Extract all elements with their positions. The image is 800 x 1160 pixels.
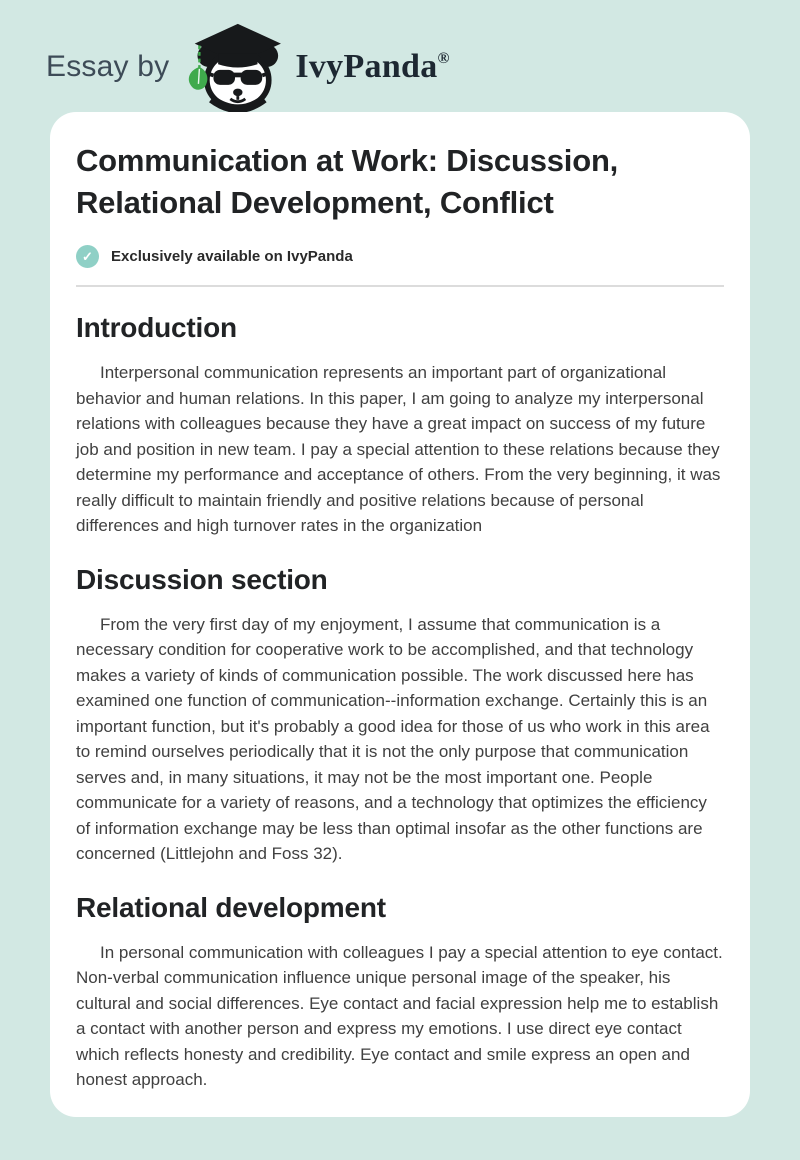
section-paragraph: In personal communication with colleagues I pay a special attention to eye contact. Non-verbal communication influence unique personal image of the speaker, his cultural and social differences. Eye contact and facial expression help me to establish a contact with another person and express my emotions. I use direct eye contact which reflects honesty and credibility. Eye contact and smile express an open and honest approach.: [76, 942, 723, 1089]
essay-card: [50, 112, 750, 1117]
exclusive-badge: [76, 245, 724, 268]
divider: [76, 285, 724, 287]
site-header: [0, 0, 800, 112]
section-discussion: [76, 564, 724, 867]
check-icon: ✓: [76, 245, 99, 268]
brand-name[interactable]: [295, 48, 449, 86]
section-heading: Relational development: [76, 891, 386, 923]
registered-mark: ®: [437, 49, 450, 67]
section-paragraph: Interpersonal communication represents an important part of organizational behavior and human relations. In this paper, I am going to analyze my interpersonal relations with colleagues because they have a great impact on success of my future job and position in new team. I pay a special attention to these relations because they determine my performance and acceptance of others. From the very beginning, it was really difficult to maintain friendly and positive relations because of personal differences and high turnover rates in the organization: [76, 363, 721, 535]
ivypanda-panda-logo-icon[interactable]: [183, 22, 287, 112]
section-heading: Discussion section: [76, 563, 328, 595]
section-relational-development: [76, 892, 724, 1093]
section-introduction: [76, 312, 724, 539]
page-title: Communication at Work: Discussion, Relational Development, Conflict: [76, 143, 619, 220]
essay-by-label: Essay by: [46, 50, 170, 83]
section-heading: Introduction: [76, 312, 237, 343]
exclusive-badge-label: Exclusively available on IvyPanda: [111, 248, 353, 265]
brand-text: IvyPanda: [295, 48, 438, 85]
section-paragraph: From the very first day of my enjoyment, I assume that communication is a necessary condition for cooperative work to be accomplished, and that technology makes a variety of kinds of communication possible. The work discussed here has examined one function of communication--information exchange. Certainly this is an important function, but it's probably a good idea for those of us who work in this area to remind ourselves periodically that it is not the only purpose that communication serves and, in many situations, it may not be the most important one. People communicate for a variety of reasons, and a technology that optimizes the efficiency of information exchange may be less than optimal insofar as the other functions are concerned (Littlejohn and Foss 32).: [76, 614, 710, 863]
